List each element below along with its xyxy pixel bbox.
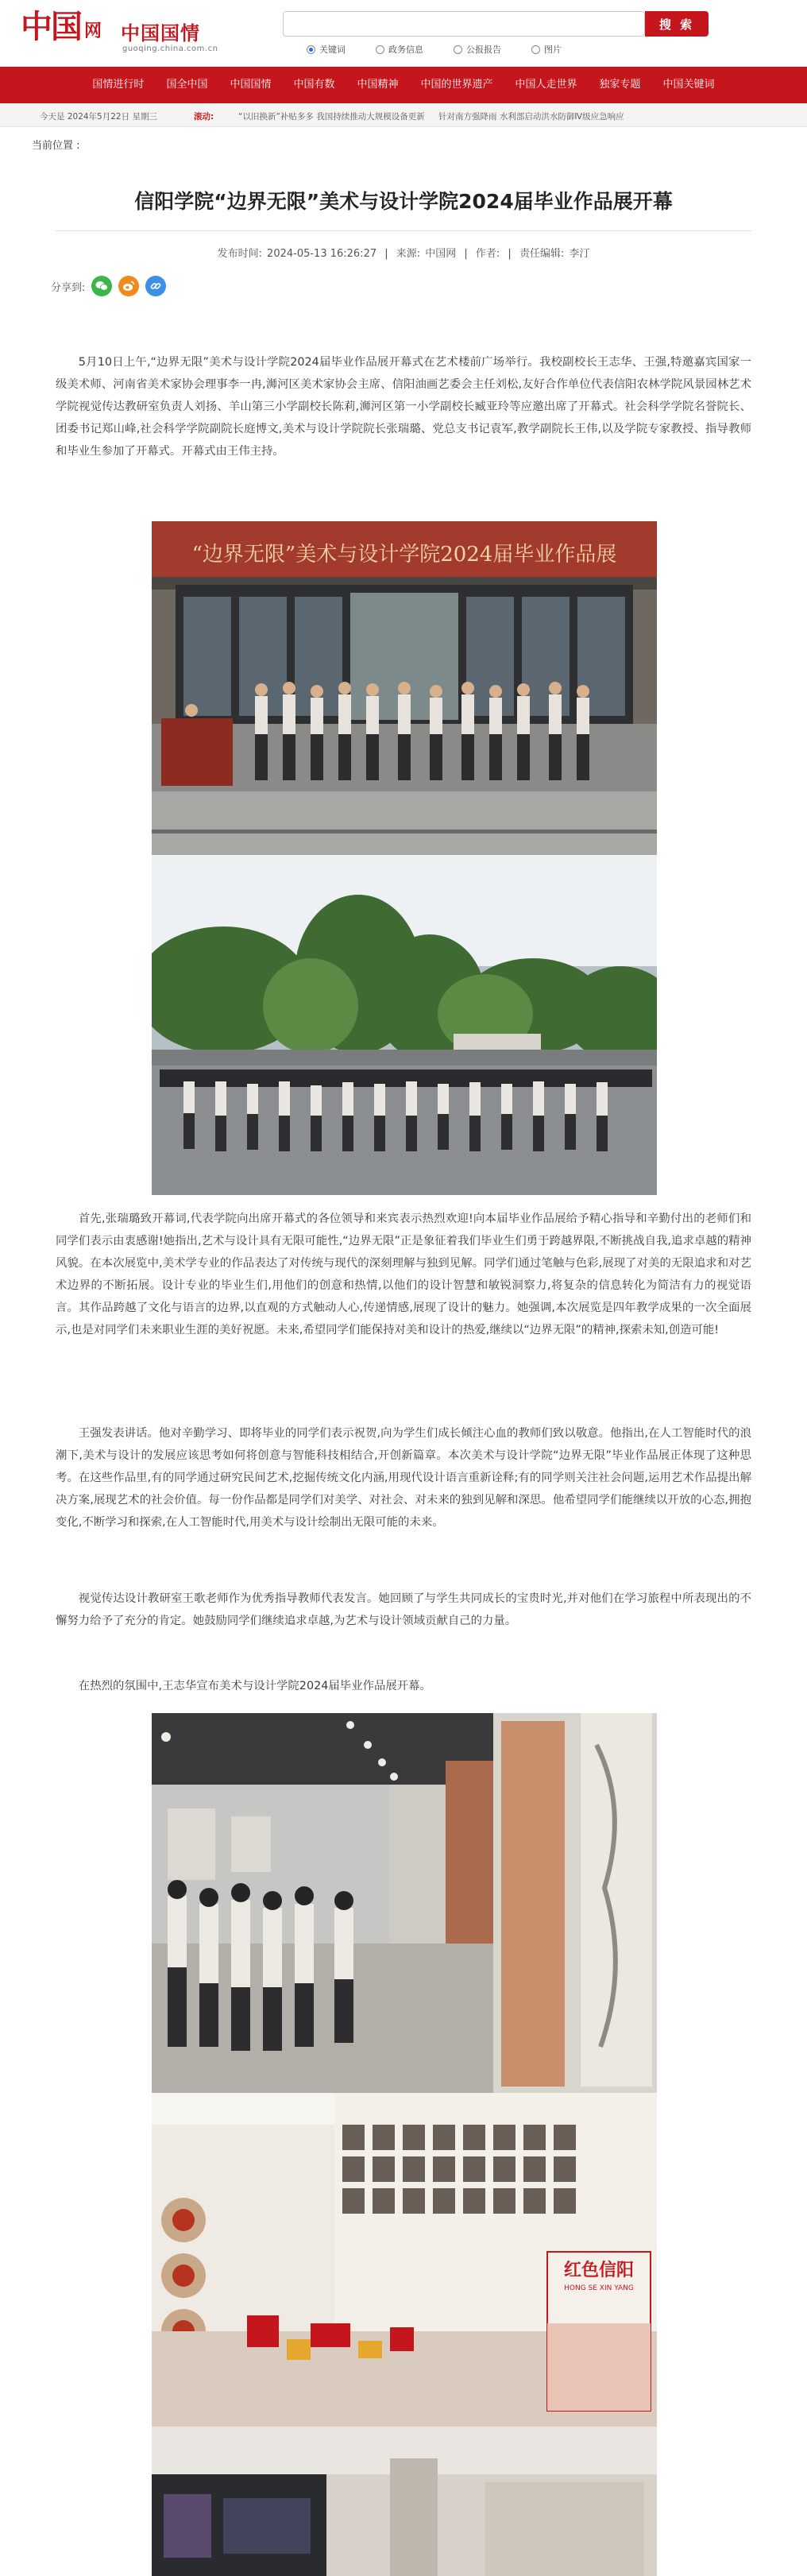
meta-separator: | bbox=[464, 248, 468, 260]
source-name: 中国网 bbox=[425, 248, 457, 260]
article-paragraph: 首先,张瑞璐致开幕词,代表学院向出席开幕式的各位领导和来宾表示热烈欢迎!向本届毕业作品展给予精心指导和辛勤付出的老师们和同学们表示由衷感谢!她指出,艺术与设计具有无限可能性,“边界无限”正是象征着我们毕业生们勇于跨越界限,不断挑战自我,追求卓越的精神风貌。在本次展览中,美术学专业的作品表达了对传统与现代的深刻理解与独到见解。同学们通过笔触与色彩,展现了对美的无限追求和对艺术边界的不断拓展。设计专业的毕业生们,用他们的创意和热情,以他们的设计智慧和敏锐洞察力,将复杂的信息转化为简洁有力的视觉语言。其作品跨越了文化与语言的边界,以直观的方式触动人心,传递情感,展现了设计的魅力。她强调,本次展览是四年教学成果的一次全面展示,也是对同学们未来职业生涯的美好祝愿。未来,希望同学们能保持对美和设计的热爱,继续以“边界无限”的精神,探索未知,创造可能! bbox=[56, 1213, 751, 1336]
radio-dot[interactable] bbox=[454, 45, 462, 54]
wechat-share-icon[interactable] bbox=[91, 276, 112, 296]
ticker-items bbox=[238, 110, 807, 122]
design-works-photo bbox=[152, 2093, 657, 2427]
meta-separator: | bbox=[384, 248, 388, 260]
article-title: 信阳学院“边界无限”美术与设计学院2024届毕业作品展开幕 bbox=[134, 190, 673, 213]
news-ticker bbox=[0, 103, 807, 127]
share-label: 分享到: bbox=[51, 281, 86, 294]
logo-channel-name: 中国国情 bbox=[121, 22, 200, 44]
logo-net: 网 bbox=[84, 21, 102, 41]
search-input[interactable] bbox=[283, 11, 645, 37]
editor-label: 责任编辑: bbox=[519, 248, 565, 260]
nav-item[interactable]: 中国人走世界 bbox=[515, 79, 577, 91]
radio-dot[interactable] bbox=[531, 45, 540, 54]
radio-keyword[interactable] bbox=[307, 43, 346, 56]
ticker-item[interactable]: “以旧换新”补贴多多 我国持续推动大规模设备更新 bbox=[238, 112, 425, 122]
ticker-item[interactable]: 针对南方强降雨 水利部启动洪水防御Ⅳ级应急响应 bbox=[438, 112, 624, 122]
nav-item[interactable]: 中国国情 bbox=[230, 79, 272, 91]
radio-gov-info[interactable] bbox=[376, 43, 423, 56]
logo-mark: 中国 bbox=[21, 8, 81, 45]
nav-item[interactable]: 中国有数 bbox=[293, 79, 335, 91]
title-divider bbox=[56, 230, 751, 231]
article-paragraph: 5月10日上午,“边界无限”美术与设计学院2024届毕业作品展开幕式在艺术楼前广场举行。我校副校长王志华、王强,特邀嘉宾国家一级美术师、河南省美术家协会理事李一冉,浉河区美术家协会主席、信阳油画艺委会主任刘松,友好合作单位代表信阳农林学院风景园林艺术学院视觉传达教研室负责人刘扬、羊山第三小学副校长陈莉,浉河区第一小学副校长臧亚玲等应邀出席了开幕式。社会科学学院名誉院长、团委书记郑山峰,社会科学学院副院长庭博文,美术与设计学院院长张瑞璐、党总支书记袁军,教学副院长王伟,以及学院专家教授、指导教师和毕业生参加了开幕式。开幕式由王伟主持。 bbox=[56, 356, 751, 458]
meta-separator: | bbox=[508, 248, 512, 260]
radio-label: 关键词 bbox=[319, 44, 346, 55]
article-paragraph: 在热烈的氛围中,王志华宣布美术与设计学院2024届毕业作品展开幕。 bbox=[78, 1680, 431, 1692]
weibo-share-icon[interactable] bbox=[118, 276, 139, 296]
breadcrumb: 当前位置 : bbox=[32, 140, 80, 152]
link-share-icon[interactable] bbox=[145, 276, 166, 296]
radio-label: 公报报告 bbox=[466, 44, 501, 55]
published-time: 2024-05-13 16:26:27 bbox=[267, 248, 377, 260]
article-meta bbox=[56, 245, 751, 260]
exhibition-hall-photo bbox=[152, 1713, 657, 2093]
share-bar bbox=[51, 273, 166, 299]
ceremony-stage-photo bbox=[152, 521, 657, 855]
ticker-label: 滚动: bbox=[194, 112, 214, 122]
editor-name: 李汀 bbox=[569, 248, 590, 260]
nav-item[interactable]: 中国的世界遗产 bbox=[420, 79, 493, 91]
site-logo[interactable] bbox=[21, 8, 227, 57]
radio-bulletin[interactable] bbox=[454, 43, 501, 56]
radio-label: 政务信息 bbox=[388, 44, 423, 55]
radio-label: 图片 bbox=[544, 44, 562, 55]
author-label: 作者: bbox=[475, 248, 500, 260]
logo-url: guoqing.china.com.cn bbox=[122, 44, 218, 53]
site-header bbox=[0, 0, 807, 67]
nav-item[interactable]: 独家专题 bbox=[599, 79, 641, 91]
search-area bbox=[283, 11, 709, 59]
published-label: 发布时间: bbox=[217, 248, 263, 260]
main-nav bbox=[0, 67, 807, 103]
nav-item[interactable]: 中国精神 bbox=[357, 79, 399, 91]
source-label: 来源: bbox=[396, 248, 421, 260]
search-scope-radios bbox=[307, 43, 562, 56]
article-paragraph: 视觉传达设计教研室王歌老师作为优秀指导教师代表发言。她回顾了与学生共同成长的宝贵时光,并对他们在学习旅程中所表现出的不懈努力给予了充分的肯定。她鼓励同学们继续追求卓越,为艺术与设计领域贡献自己的力量。 bbox=[56, 1592, 751, 1627]
nav-item[interactable]: 中国关键词 bbox=[662, 79, 715, 91]
search-button[interactable]: 搜 索 bbox=[645, 11, 709, 37]
poster-subtitle: HONG SE XIN YANG bbox=[564, 2284, 634, 2292]
radio-image[interactable] bbox=[531, 43, 562, 56]
nav-item[interactable]: 国全中国 bbox=[166, 79, 208, 91]
nav-item[interactable]: 国情进行时 bbox=[92, 79, 145, 91]
poster-title: 红色信阳 bbox=[563, 2261, 635, 2280]
radio-dot[interactable] bbox=[376, 45, 384, 54]
radio-dot-selected[interactable] bbox=[307, 45, 315, 54]
ceremony-crowd-photo bbox=[152, 855, 657, 1195]
current-date: 今天是 2024年5月22日 星期三 bbox=[40, 112, 157, 122]
gallery-photo-partial bbox=[152, 2427, 657, 2576]
article-paragraph: 王强发表讲话。他对辛勤学习、即将毕业的同学们表示祝贺,向为学生们成长倾注心血的教师们致以敬意。他指出,在人工智能时代的浪潮下,美术与设计的发展应该思考如何将创意与智能科技相结合,开创新篇章。本次美术与设计学院“边界无限”毕业作品展正体现了这种思考。在这些作品里,有的同学通过研究民间艺术,挖掘传统文化内涵,用现代设计语言重新诠释;有的同学则关注社会问题,运用艺术作品提出解决方案,展现艺术的社会价值。每一份作品都是同学们对美学、对社会、对未来的独到见解和深思。他希望同学们能继续以开放的心态,拥抱变化,不断学习和探索,在人工智能时代,用美术与设计绘制出无限可能的未来。 bbox=[56, 1427, 751, 1529]
ceremony-banner-text: “边界无限”美术与设计学院2024届毕业作品展 bbox=[191, 543, 617, 567]
